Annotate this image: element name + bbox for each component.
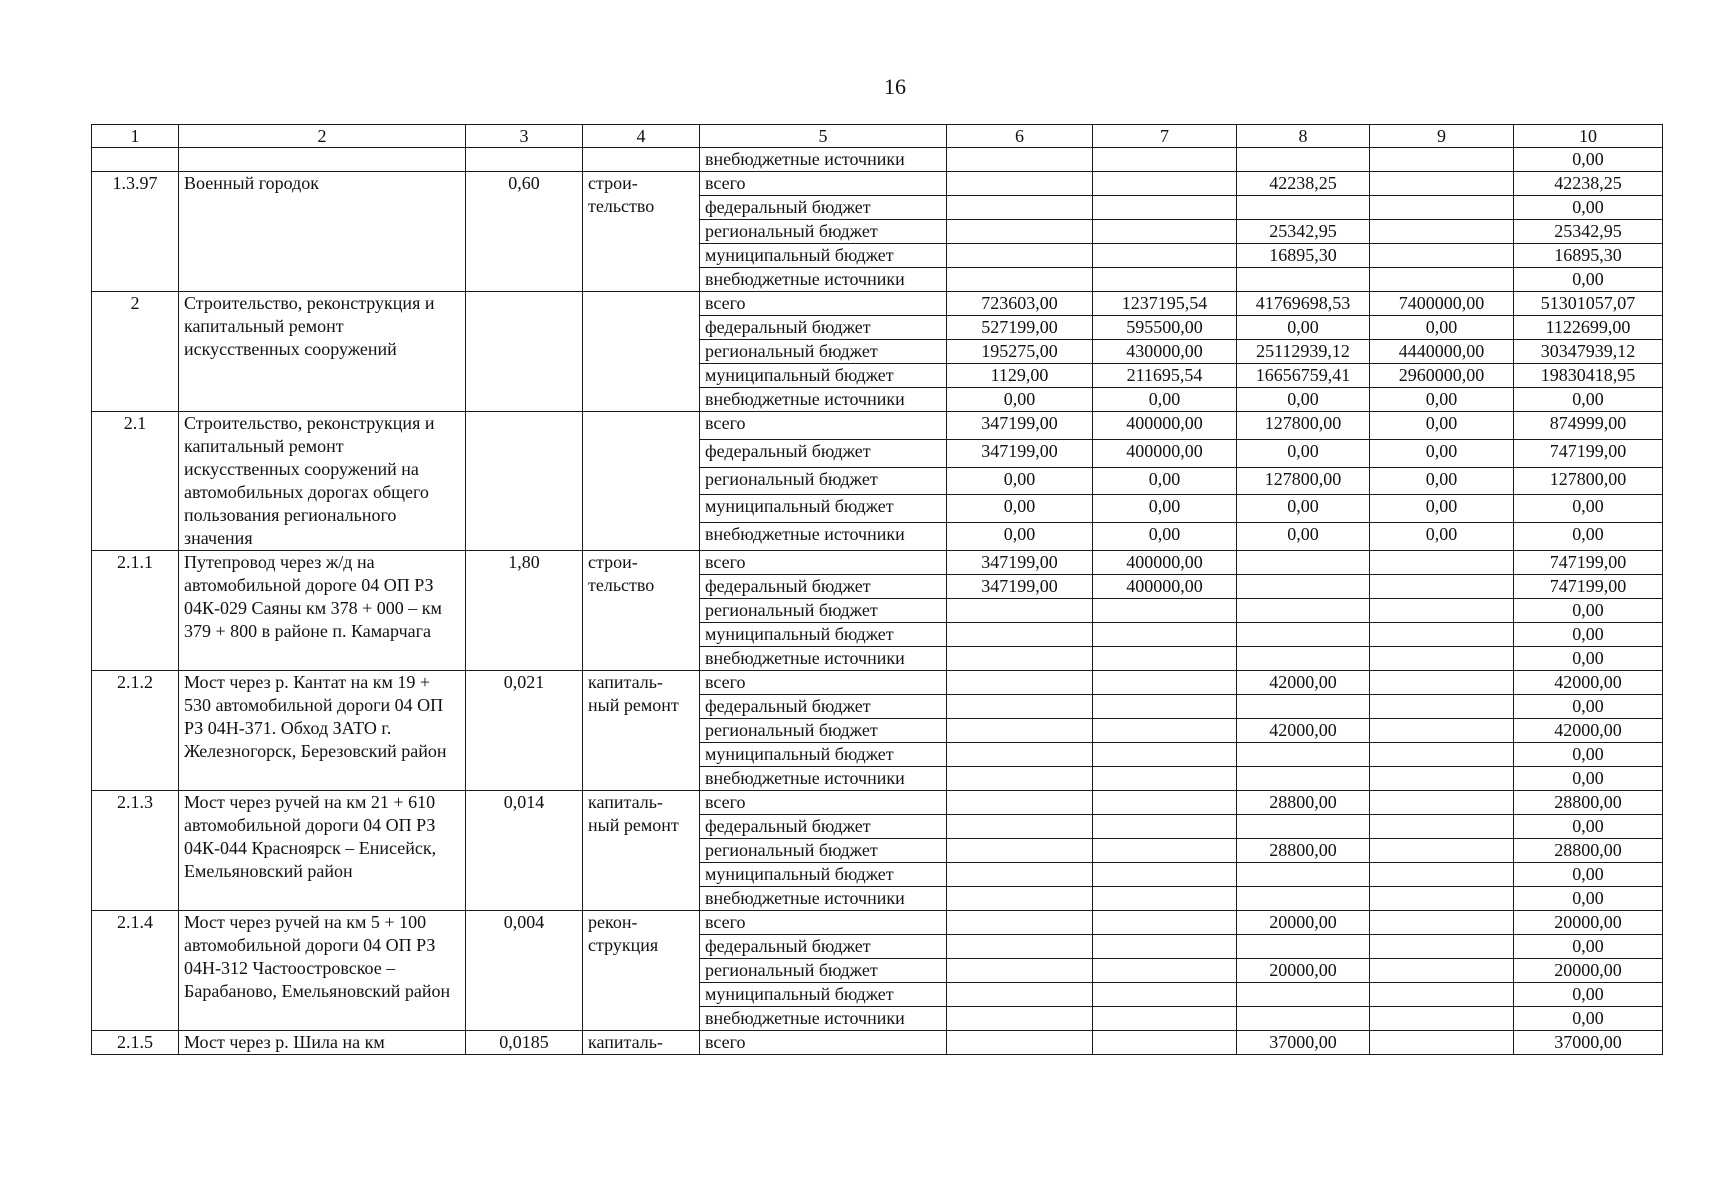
cell-value [947,599,1093,623]
cell-value [1237,815,1370,839]
cell-value: 400000,00 [1093,439,1237,467]
cell-value [947,719,1093,743]
cell-value [1370,599,1514,623]
cell-value: 0,00 [1370,467,1514,495]
cell-length: 0,60 [466,172,583,292]
cell-value [947,647,1093,671]
cell-value: 347199,00 [947,439,1093,467]
cell-value: 127800,00 [1237,467,1370,495]
cell-value [947,935,1093,959]
cell-value: 595500,00 [1093,316,1237,340]
cell-total: 0,00 [1514,983,1663,1007]
cell-source: всего [700,911,947,935]
cell-value: 42000,00 [1237,671,1370,695]
cell-source: всего [700,1031,947,1055]
cell-value [1093,244,1237,268]
cell-work-type: строи- тельство [583,172,700,292]
cell-name: Путепровод через ж/д на автомобильной дороге 04 ОП РЗ 04К-029 Саяны км 378 + 000 – км 379 + 800 в районе п. Камарчага [179,551,466,671]
cell-value [1237,983,1370,1007]
cell-value: 127800,00 [1237,412,1370,440]
cell-value: 0,00 [1093,388,1237,412]
cell-length: 0,021 [466,671,583,791]
cell-value [1237,647,1370,671]
cell-value: 4440000,00 [1370,340,1514,364]
cell-value: 42000,00 [1237,719,1370,743]
cell-total: 747199,00 [1514,551,1663,575]
cell-value: 0,00 [1370,412,1514,440]
cell-source: муниципальный бюджет [700,983,947,1007]
cell-num: 2.1 [92,412,179,551]
cell-num: 1.3.97 [92,172,179,292]
cell-value: 20000,00 [1237,959,1370,983]
cell-num: 2.1.3 [92,791,179,911]
cell-value: 0,00 [1370,439,1514,467]
cell-value [1370,815,1514,839]
cell-value [947,743,1093,767]
cell-source: внебюджетные источники [700,523,947,551]
cell-length: 1,80 [466,551,583,671]
column-header: 3 [466,125,583,148]
column-header: 7 [1093,125,1237,148]
cell-value [1237,148,1370,172]
cell-source: федеральный бюджет [700,695,947,719]
cell-value: 723603,00 [947,292,1093,316]
cell-value [1237,887,1370,911]
cell-value [1370,719,1514,743]
cell-total: 0,00 [1514,767,1663,791]
continuation-row [92,148,1663,172]
cell-value [1237,935,1370,959]
cell-value: 28800,00 [1237,839,1370,863]
cell-value [1093,935,1237,959]
cell-total: 0,00 [1514,815,1663,839]
cell-source: региональный бюджет [700,959,947,983]
cell-source: федеральный бюджет [700,316,947,340]
cell-source: федеральный бюджет [700,935,947,959]
cell-source: муниципальный бюджет [700,743,947,767]
cell-source: федеральный бюджет [700,439,947,467]
column-header: 4 [583,125,700,148]
cell-value [1370,863,1514,887]
cell-value [947,244,1093,268]
cell-source: муниципальный бюджет [700,495,947,523]
cell-total: 0,00 [1514,647,1663,671]
cell-value: 0,00 [1237,495,1370,523]
cell-value [1093,172,1237,196]
cell-value: 347199,00 [947,575,1093,599]
cell-value: 0,00 [947,467,1093,495]
cell-value: 16895,30 [1237,244,1370,268]
cell-value: 25112939,12 [1237,340,1370,364]
table-row [92,292,1663,316]
cell-value: 1237195,54 [1093,292,1237,316]
cell-source: всего [700,172,947,196]
cell-value [947,1007,1093,1031]
cell-value [1370,695,1514,719]
cell-value [1370,791,1514,815]
cell-value [1237,767,1370,791]
cell-value: 211695,54 [1093,364,1237,388]
cell-value [1093,983,1237,1007]
cell-value [947,887,1093,911]
cell-value [1370,196,1514,220]
cell-value [947,671,1093,695]
column-header: 8 [1237,125,1370,148]
cell-value [1237,743,1370,767]
cell-num: 2 [92,292,179,412]
cell-total: 127800,00 [1514,467,1663,495]
cell-name [179,148,466,172]
cell-total: 30347939,12 [1514,340,1663,364]
cell-value [1093,959,1237,983]
cell-total: 0,00 [1514,1007,1663,1031]
table-row [92,671,1663,695]
cell-source: федеральный бюджет [700,196,947,220]
cell-source: всего [700,412,947,440]
cell-source: федеральный бюджет [700,575,947,599]
cell-name: Строительство, реконструкция и капитальный ремонт искусственных сооружений на автомобильных дорогах общего пользования регионального значения [179,412,466,551]
cell-work-type [583,292,700,412]
cell-value: 347199,00 [947,551,1093,575]
cell-num: 2.1.2 [92,671,179,791]
cell-total: 25342,95 [1514,220,1663,244]
cell-value: 0,00 [947,523,1093,551]
cell-value [1093,839,1237,863]
cell-value [1093,743,1237,767]
cell-value: 430000,00 [1093,340,1237,364]
cell-source: муниципальный бюджет [700,863,947,887]
cell-value: 400000,00 [1093,412,1237,440]
cell-value: 41769698,53 [1237,292,1370,316]
cell-total: 747199,00 [1514,439,1663,467]
cell-value [1370,551,1514,575]
cell-value [947,196,1093,220]
cell-work-type: строи- тельство [583,551,700,671]
cell-source: всего [700,551,947,575]
cell-value [1237,863,1370,887]
cell-value [1093,220,1237,244]
cell-value: 0,00 [1093,495,1237,523]
cell-value [1370,1031,1514,1055]
cell-source: внебюджетные источники [700,647,947,671]
cell-source: муниципальный бюджет [700,364,947,388]
cell-value: 527199,00 [947,316,1093,340]
cell-value [1093,268,1237,292]
cell-value [1370,767,1514,791]
cell-value [947,791,1093,815]
cell-total: 0,00 [1514,743,1663,767]
cell-total: 0,00 [1514,268,1663,292]
cell-value [1237,575,1370,599]
cell-total: 19830418,95 [1514,364,1663,388]
cell-value [947,1031,1093,1055]
cell-value: 195275,00 [947,340,1093,364]
cell-value [1370,935,1514,959]
cell-value [1093,815,1237,839]
page-number: 16 [884,74,906,99]
cell-value: 0,00 [1370,523,1514,551]
cell-source: всего [700,292,947,316]
column-header: 1 [92,125,179,148]
cell-value: 400000,00 [1093,551,1237,575]
cell-source: муниципальный бюджет [700,623,947,647]
cell-work-type [583,148,700,172]
cell-value [1093,887,1237,911]
cell-source: внебюджетные источники [700,148,947,172]
cell-value [1093,148,1237,172]
cell-source: всего [700,791,947,815]
cell-value [1370,671,1514,695]
column-header: 6 [947,125,1093,148]
cell-value [1093,599,1237,623]
cell-value: 28800,00 [1237,791,1370,815]
column-header: 10 [1514,125,1663,148]
cell-value [1370,743,1514,767]
column-number-row [92,125,1663,148]
cell-source: внебюджетные источники [700,887,947,911]
cell-value [1237,551,1370,575]
cell-total: 0,00 [1514,196,1663,220]
cell-source: муниципальный бюджет [700,244,947,268]
cell-num: 2.1.1 [92,551,179,671]
budget-table [91,124,1663,1055]
cell-total: 0,00 [1514,388,1663,412]
table-row [92,551,1663,575]
cell-total: 0,00 [1514,523,1663,551]
cell-total: 0,00 [1514,935,1663,959]
cell-value: 37000,00 [1237,1031,1370,1055]
cell-name: Мост через р. Шила на км [179,1031,466,1055]
cell-length: 0,004 [466,911,583,1031]
cell-source: внебюджетные источники [700,767,947,791]
cell-value [1093,695,1237,719]
cell-value [1093,791,1237,815]
cell-value: 0,00 [1093,523,1237,551]
cell-value: 0,00 [1370,388,1514,412]
cell-value [947,695,1093,719]
cell-value [1237,695,1370,719]
cell-value [1370,244,1514,268]
cell-value [1370,983,1514,1007]
cell-length: 0,014 [466,791,583,911]
cell-total: 0,00 [1514,695,1663,719]
cell-value [947,220,1093,244]
cell-total: 51301057,07 [1514,292,1663,316]
cell-value [947,623,1093,647]
cell-value [1093,767,1237,791]
cell-source: региональный бюджет [700,340,947,364]
cell-value [1370,959,1514,983]
cell-source: федеральный бюджет [700,815,947,839]
cell-value [1370,575,1514,599]
cell-value [947,172,1093,196]
cell-total: 0,00 [1514,599,1663,623]
cell-work-type: капиталь- ный ремонт [583,671,700,791]
cell-source: региональный бюджет [700,220,947,244]
column-header: 2 [179,125,466,148]
cell-value: 2960000,00 [1370,364,1514,388]
cell-value [1093,623,1237,647]
cell-value: 42238,25 [1237,172,1370,196]
table-row [92,172,1663,196]
cell-value [1093,647,1237,671]
cell-value [1093,196,1237,220]
cell-source: внебюджетные источники [700,388,947,412]
cell-work-type: капиталь- [583,1031,700,1055]
cell-value [1093,1031,1237,1055]
cell-total: 28800,00 [1514,839,1663,863]
cell-name: Мост через ручей на км 21 + 610 автомобильной дороги 04 ОП РЗ 04К-044 Красноярск – Енисейск, Емельяновский район [179,791,466,911]
cell-value [1093,719,1237,743]
cell-num: 2.1.5 [92,1031,179,1055]
cell-total: 20000,00 [1514,959,1663,983]
cell-value: 0,00 [1093,467,1237,495]
cell-value [1370,839,1514,863]
cell-value: 16656759,41 [1237,364,1370,388]
table-row [92,791,1663,815]
cell-name: Мост через р. Кантат на км 19 + 530 автомобильной дороги 04 ОП РЗ 04Н-371. Обход ЗАТО г. Железногорск, Березовский район [179,671,466,791]
cell-value [1237,623,1370,647]
cell-work-type [583,412,700,551]
cell-value [1370,268,1514,292]
cell-value [947,148,1093,172]
cell-value: 0,00 [1237,439,1370,467]
cell-value [1237,196,1370,220]
cell-source: внебюджетные источники [700,1007,947,1031]
cell-total: 0,00 [1514,495,1663,523]
cell-total: 20000,00 [1514,911,1663,935]
cell-total: 874999,00 [1514,412,1663,440]
cell-value [947,839,1093,863]
cell-value [1093,671,1237,695]
cell-value: 25342,95 [1237,220,1370,244]
cell-value: 0,00 [947,495,1093,523]
cell-value [1093,911,1237,935]
cell-source: внебюджетные источники [700,268,947,292]
cell-value [947,911,1093,935]
cell-total: 42238,25 [1514,172,1663,196]
cell-total: 28800,00 [1514,791,1663,815]
cell-name: Военный городок [179,172,466,292]
cell-source: региональный бюджет [700,719,947,743]
cell-length [466,148,583,172]
cell-value [947,983,1093,1007]
cell-total: 16895,30 [1514,244,1663,268]
cell-source: региональный бюджет [700,599,947,623]
cell-total: 0,00 [1514,623,1663,647]
cell-total: 1122699,00 [1514,316,1663,340]
cell-value: 0,00 [947,388,1093,412]
cell-value: 0,00 [1237,316,1370,340]
cell-value: 400000,00 [1093,575,1237,599]
cell-length [466,412,583,551]
cell-value: 1129,00 [947,364,1093,388]
cell-name: Мост через ручей на км 5 + 100 автомобильной дороги 04 ОП РЗ 04Н-312 Частоостровское – Барабаново, Емельяновский район [179,911,466,1031]
cell-total: 0,00 [1514,887,1663,911]
cell-value [947,959,1093,983]
cell-value: 0,00 [1370,316,1514,340]
column-header: 5 [700,125,947,148]
cell-value [947,268,1093,292]
table-row [92,911,1663,935]
cell-total: 42000,00 [1514,719,1663,743]
cell-value [1093,863,1237,887]
cell-total: 0,00 [1514,148,1663,172]
cell-length: 0,0185 [466,1031,583,1055]
cell-source: региональный бюджет [700,467,947,495]
column-header: 9 [1370,125,1514,148]
cell-value: 0,00 [1237,523,1370,551]
cell-work-type: капиталь- ный ремонт [583,791,700,911]
cell-value [1370,887,1514,911]
cell-num [92,148,179,172]
cell-source: региональный бюджет [700,839,947,863]
cell-value [947,767,1093,791]
cell-value [1370,220,1514,244]
cell-value [1237,1007,1370,1031]
table-row [92,1031,1663,1055]
table-row [92,412,1663,440]
cell-total: 0,00 [1514,863,1663,887]
cell-num: 2.1.4 [92,911,179,1031]
cell-total: 42000,00 [1514,671,1663,695]
cell-total: 747199,00 [1514,575,1663,599]
cell-value: 0,00 [1237,388,1370,412]
cell-value [1370,172,1514,196]
cell-value [1237,268,1370,292]
cell-value [947,815,1093,839]
cell-total: 37000,00 [1514,1031,1663,1055]
cell-value: 0,00 [1370,495,1514,523]
cell-work-type: рекон- струкция [583,911,700,1031]
cell-value [1370,148,1514,172]
cell-value [1370,647,1514,671]
cell-value [1237,599,1370,623]
cell-length [466,292,583,412]
cell-name: Строительство, реконструкция и капитальный ремонт искусственных сооружений [179,292,466,412]
cell-value: 20000,00 [1237,911,1370,935]
cell-value: 7400000,00 [1370,292,1514,316]
cell-value [1370,1007,1514,1031]
cell-source: всего [700,671,947,695]
cell-value: 347199,00 [947,412,1093,440]
cell-value [1370,623,1514,647]
cell-value [1370,911,1514,935]
cell-value [1093,1007,1237,1031]
cell-value [947,863,1093,887]
